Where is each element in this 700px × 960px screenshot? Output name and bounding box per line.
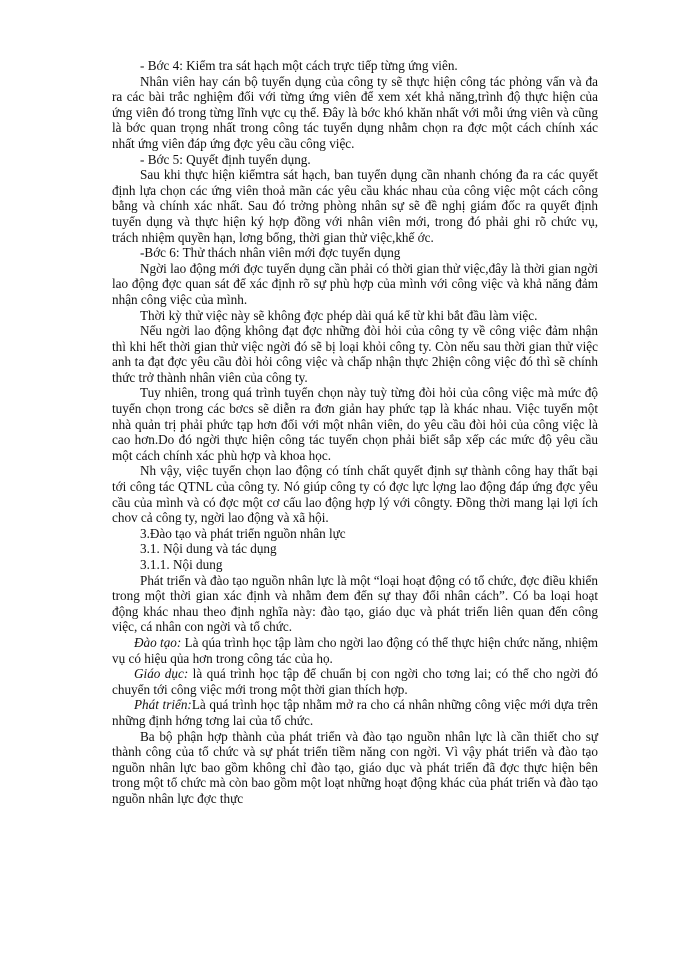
probation-paragraph: Ngời lao động mới đợc tuyển dụng cần phải có thời gian thử việc,đây là thời gian ngời lao động đợc quan sát để xác định rõ sự phù hợp của mình với công việc và khả năng đảm nhận công việc của mình. xyxy=(112,260,598,307)
selection-conclusion-paragraph: Nh vậy, việc tuyển chọn lao động có tính chất quyết định sự thành công hay thất bại tới công tác QTNL của công ty. Nó giúp công ty có đợc lực lợng lao động đáp ứng đợc yêu cầu của mình và có đợc một cơ cấu lao động hợp lý với côngty. Đồng thời mang lại lợi ích chov cả công ty, ngời lao động và xã hội. xyxy=(112,463,598,526)
components-paragraph: Ba bộ phận hợp thành của phát triển và đào tạo nguồn nhân lực là cần thiết cho sự thành công của tổ chức và sự phát triển tiềm năng con ngời. Vì vậy phát triển và đào tạo nguồn nhân lực bao gồm không chỉ đào tạo, giáo dục và phát triển đã đợc thực hiện bên trong một tổ chức mà còn bao gồm một loạt những hoạt động khác của phát triển và đào tạo nguồn nhân lực đợc thực xyxy=(112,728,598,806)
development-term: Phát triển: xyxy=(134,697,192,713)
section-3-1-heading: 3.1. Nội dung và tác dụng xyxy=(140,541,277,557)
step-4-paragraph: Nhân viên hay cán bộ tuyển dụng của công ty sẽ thực hiện công tác phỏng vấn và đa ra các bài trắc nghiệm đối với từng ứng viên để xem xét khả năng,trình độ thực hiện của ứng viên đó trong từng lĩnh vực cụ thể. Đây là bớc khó khăn nhất với mỗi ứng viên và cũng là bớc quan trọng nhất trong công tác tuyển dụng nhằm chọn ra đợc một cách chính xác nhất ứng viên đáp ứng đợc yêu cầu công việc. xyxy=(112,73,598,151)
document-page xyxy=(112,58,598,807)
section-3-heading: 3.Đào tạo và phát triển nguồn nhân lực xyxy=(140,525,346,541)
definition-paragraph: Phát triển và đào tạo nguồn nhân lực là một “loại hoạt động có tổ chức, đợc điều khiển trong một thời gian xác định và nhằm đem đến sự thay đổi nhân cách”. Có ba loại hoạt động khác nhau theo định nghĩa này: đào tạo, giáo dục và phát triển liên quan đến công việc, cá nhân con ngời và tổ chức. xyxy=(112,572,598,635)
education-term: Giáo dục: xyxy=(134,666,189,682)
development-definition xyxy=(112,697,598,728)
step-4-heading: - Bớc 4: Kiểm tra sát hạch một cách trực tiếp từng ứng viên. xyxy=(140,58,458,73)
selection-complexity-paragraph: Tuy nhiên, trong quá trình tuyển chọn này tuỳ từng đòi hỏi của công việc mà mức độ tuyển chọn trong các bơcs sẽ diễn ra đơn giản hay phức tạp là khác nhau. Việc tuyển một nhà quản trị phải phức tạp hơn đối với một nhân viên, do yêu cầu đòi hỏi của công việc là cao hơn.Do đó ngời thực hiện công tác tuyển chọn phải biết sắp xếp các mức độ yêu cầu một cách chính xác phù hợp và khoa học. xyxy=(112,385,598,463)
training-text: Là qúa trình học tập làm cho ngời lao động có thể thực hiện chức năng, nhiệm vụ có hiệu qủa hơn trong công tác của họ. xyxy=(112,634,598,666)
training-term: Đào tạo: xyxy=(134,634,182,650)
education-text: là quá trình học tập để chuẩn bị con ngời cho tơng lai; có thể cho ngời đó chuyển tới công việc mới trong một thời gian thích hợp. xyxy=(112,666,599,697)
probation-period-paragraph: Thời kỳ thử việc này sẽ không đợc phép dài quá kể từ khi bắt đầu làm việc. xyxy=(140,307,538,323)
probation-outcome-paragraph: Nếu ngời lao động không đạt đợc những đòi hỏi của công ty về công việc đảm nhận thì khi hết thời gian thử việc ngời đó sẽ bị loại khỏi công ty. Còn nếu sau thời gian thử việc anh ta đạt đợc yêu cầu đòi hỏi công việc và chấp nhận thực 2hiện công việc đó thì sẽ chính thức trở thành nhân viên của công ty. xyxy=(112,323,598,385)
step-5-paragraph: Sau khi thực hiện kiểmtra sát hạch, ban tuyển dụng cần nhanh chóng đa ra các quyết định lựa chọn các ứng viên thoả mãn các yêu cầu khác nhau của công việc một cách công bằng và chính xác nhất. Sau đó trởng phòng nhân sự sẽ đề nghị giám đốc ra quyết định tuyển dụng và thực hiện ký hợp đồng với nhân viên mới, trong đó phải ghi rõ chức vụ, trách nhiệm quyền hạn, lơng bổng, thời gian thử việc,khế ớc. xyxy=(112,167,598,245)
section-3-1-1-heading: 3.1.1. Nội dung xyxy=(140,557,223,572)
training-definition xyxy=(112,635,598,666)
education-definition xyxy=(112,666,598,697)
step-6-heading: -Bớc 6: Thử thách nhân viên mới đợc tuyển dụng xyxy=(140,245,401,261)
development-text: Là quá trình học tập nhằm mở ra cho cá nhân những công việc mới dựa trên những định hớng tơng lai của tổ chức. xyxy=(112,697,598,728)
step-5-heading: - Bớc 5: Quyết định tuyển dụng. xyxy=(140,151,311,167)
